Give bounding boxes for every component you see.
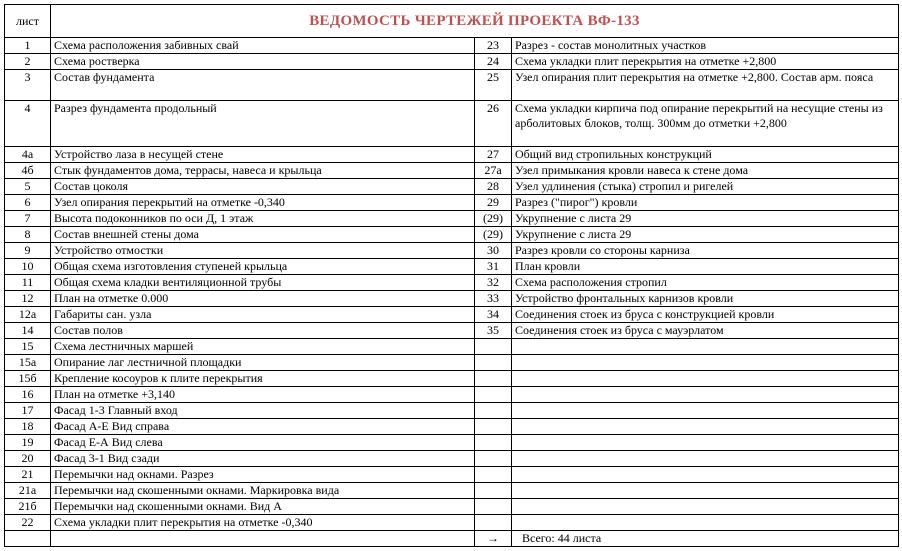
right-sheet-number	[475, 451, 512, 467]
table-row	[5, 54, 899, 70]
left-sheet-number: 16	[5, 387, 51, 403]
right-sheet-title: Соединения стоек из бруса с конструкцией кровли	[512, 307, 899, 323]
right-sheet-number	[475, 387, 512, 403]
right-sheet-title: Узел примыкания кровли навеса к стене дома	[512, 163, 899, 179]
right-sheet-title: Схема укладки плит перекрытия на отметке +2,800	[512, 54, 899, 70]
table-row	[5, 451, 899, 467]
right-sheet-title	[512, 371, 899, 387]
table-row	[5, 499, 899, 515]
right-sheet-number	[475, 467, 512, 483]
right-sheet-title	[512, 451, 899, 467]
left-sheet-number: 19	[5, 435, 51, 451]
left-sheet-title: Схема лестничных маршей	[51, 339, 475, 355]
left-sheet-title: Состав внешней стены дома	[51, 227, 475, 243]
right-sheet-number: 33	[475, 291, 512, 307]
right-sheet-number	[475, 355, 512, 371]
right-sheet-number: 31	[475, 259, 512, 275]
left-sheet-title: Перемычки над окнами. Разрез	[51, 467, 475, 483]
table-row	[5, 195, 899, 211]
left-sheet-number: 4б	[5, 163, 51, 179]
left-sheet-number: 22	[5, 515, 51, 531]
left-sheet-title: Схема укладки плит перекрытия на отметке -0,340	[51, 515, 475, 531]
left-sheet-title: Состав цоколя	[51, 179, 475, 195]
left-sheet-title: Перемычки над скошенными окнами. Вид А	[51, 499, 475, 515]
table-row	[5, 307, 899, 323]
left-sheet-title: Габариты сан. узла	[51, 307, 475, 323]
left-sheet-number: 3	[5, 70, 51, 101]
right-sheet-title	[512, 435, 899, 451]
right-sheet-title: Укрупнение с листа 29	[512, 227, 899, 243]
left-sheet-title: Состав полов	[51, 323, 475, 339]
left-sheet-title: Фасад Е-А Вид слева	[51, 435, 475, 451]
right-sheet-number	[475, 403, 512, 419]
left-sheet-number: 7	[5, 211, 51, 227]
left-sheet-number: 15а	[5, 355, 51, 371]
table-row	[5, 483, 899, 499]
left-sheet-number: 14	[5, 323, 51, 339]
table-row	[5, 163, 899, 179]
right-sheet-title: Разрез ("пирог") кровли	[512, 195, 899, 211]
table-row	[5, 339, 899, 355]
right-sheet-title	[512, 515, 899, 531]
left-sheet-number: 6	[5, 195, 51, 211]
left-sheet-number: 4а	[5, 147, 51, 163]
page-title: ВЕДОМОСТЬ ЧЕРТЕЖЕЙ ПРОЕКТА ВФ-133	[51, 5, 899, 38]
right-sheet-title: Укрупнение с листа 29	[512, 211, 899, 227]
right-sheet-number: 25	[475, 70, 512, 101]
left-sheet-title: Схема расположения забивных свай	[51, 38, 475, 54]
drawings-list-table	[4, 4, 899, 547]
table-row	[5, 403, 899, 419]
right-sheet-number: 32	[475, 275, 512, 291]
left-sheet-number: 1	[5, 38, 51, 54]
right-sheet-number: 34	[475, 307, 512, 323]
right-sheet-number: 23	[475, 38, 512, 54]
right-sheet-title	[512, 419, 899, 435]
left-sheet-number: 15б	[5, 371, 51, 387]
arrow-icon: →	[475, 531, 512, 547]
left-sheet-title: План на отметке 0.000	[51, 291, 475, 307]
left-sheet-title: Фасад 3-1 Вид сзади	[51, 451, 475, 467]
left-sheet-number: 15	[5, 339, 51, 355]
right-sheet-number: 29	[475, 195, 512, 211]
right-sheet-title: Устройство фронтальных карнизов кровли	[512, 291, 899, 307]
table-row	[5, 38, 899, 54]
right-sheet-number	[475, 371, 512, 387]
left-sheet-number: 9	[5, 243, 51, 259]
header-row	[5, 5, 899, 38]
right-sheet-number: 30	[475, 243, 512, 259]
left-sheet-number: 2	[5, 54, 51, 70]
table-row	[5, 101, 899, 147]
right-sheet-number: 27	[475, 147, 512, 163]
right-sheet-number: 24	[475, 54, 512, 70]
left-sheet-number: 12а	[5, 307, 51, 323]
table-row	[5, 275, 899, 291]
left-sheet-number: 4	[5, 101, 51, 147]
table-row	[5, 211, 899, 227]
right-sheet-number	[475, 419, 512, 435]
table-row	[5, 259, 899, 275]
left-sheet-title: Схема ростверка	[51, 54, 475, 70]
right-sheet-number	[475, 435, 512, 451]
left-sheet-title: Узел опирания перекрытий на отметке -0,340	[51, 195, 475, 211]
left-sheet-number: 21	[5, 467, 51, 483]
left-sheet-number: 20	[5, 451, 51, 467]
sheet-column-header: лист	[5, 5, 51, 38]
table-row	[5, 291, 899, 307]
right-sheet-number: 27а	[475, 163, 512, 179]
right-sheet-number	[475, 515, 512, 531]
right-sheet-number: 35	[475, 323, 512, 339]
table-row	[5, 147, 899, 163]
total-sheets-label: Всего: 44 листа	[512, 531, 899, 547]
right-sheet-number	[475, 483, 512, 499]
right-sheet-number	[475, 339, 512, 355]
right-sheet-title: Разрез кровли со стороны карниза	[512, 243, 899, 259]
left-sheet-number: 17	[5, 403, 51, 419]
table-row	[5, 355, 899, 371]
right-sheet-title	[512, 467, 899, 483]
right-sheet-title: Узел удлинения (стыка) стропил и ригелей	[512, 179, 899, 195]
table-row	[5, 323, 899, 339]
table-row	[5, 371, 899, 387]
table-row	[5, 515, 899, 531]
table-row	[5, 387, 899, 403]
left-sheet-title: Состав фундамента	[51, 70, 475, 101]
table-row	[5, 435, 899, 451]
left-sheet-title: Фасад 1-3 Главный вход	[51, 403, 475, 419]
right-sheet-title: Схема укладки кирпича под опирание перекрытий на несущие стены из арболитовых блоков, толщ. 300мм до отметки +2,800	[512, 101, 899, 147]
left-sheet-number: 5	[5, 179, 51, 195]
right-sheet-title: Узел опирания плит перекрытия на отметке +2,800. Состав арм. пояса	[512, 70, 899, 101]
right-sheet-title: Соединения стоек из бруса с мауэрлатом	[512, 323, 899, 339]
table-row	[5, 179, 899, 195]
table-row	[5, 243, 899, 259]
right-sheet-number: (29)	[475, 227, 512, 243]
left-sheet-number: 21б	[5, 499, 51, 515]
left-sheet-title: Разрез фундамента продольный	[51, 101, 475, 147]
right-sheet-number: 28	[475, 179, 512, 195]
table-row	[5, 419, 899, 435]
right-sheet-title	[512, 387, 899, 403]
left-sheet-title: Перемычки над скошенными окнами. Маркировка вида	[51, 483, 475, 499]
right-sheet-number: (29)	[475, 211, 512, 227]
left-sheet-number: 8	[5, 227, 51, 243]
left-sheet-title: Крепление косоуров к плите перекрытия	[51, 371, 475, 387]
table-row	[5, 227, 899, 243]
right-sheet-title: Разрез - состав монолитных участков	[512, 38, 899, 54]
left-sheet-title: Устройство отмостки	[51, 243, 475, 259]
left-sheet-number: 10	[5, 259, 51, 275]
right-sheet-title	[512, 339, 899, 355]
right-sheet-title	[512, 403, 899, 419]
left-sheet-number: 11	[5, 275, 51, 291]
right-sheet-title	[512, 355, 899, 371]
table-row	[5, 467, 899, 483]
right-sheet-number	[475, 499, 512, 515]
footer-row	[5, 531, 899, 547]
left-sheet-title: Фасад А-Е Вид справа	[51, 419, 475, 435]
right-sheet-number: 26	[475, 101, 512, 147]
left-sheet-title: План на отметке +3,140	[51, 387, 475, 403]
right-sheet-title	[512, 483, 899, 499]
right-sheet-title	[512, 499, 899, 515]
footer-empty-cell	[5, 531, 51, 547]
left-sheet-title: Общая схема кладки вентиляционной трубы	[51, 275, 475, 291]
left-sheet-title: Высота подоконников по оси Д, 1 этаж	[51, 211, 475, 227]
left-sheet-number: 21а	[5, 483, 51, 499]
left-sheet-title: Стык фундаментов дома, террасы, навеса и крыльца	[51, 163, 475, 179]
left-sheet-number: 18	[5, 419, 51, 435]
footer-empty-cell	[51, 531, 475, 547]
right-sheet-title: План кровли	[512, 259, 899, 275]
left-sheet-title: Устройство лаза в несущей стене	[51, 147, 475, 163]
table-row	[5, 70, 899, 101]
left-sheet-title: Общая схема изготовления ступеней крыльца	[51, 259, 475, 275]
right-sheet-title: Общий вид стропильных конструкций	[512, 147, 899, 163]
left-sheet-title: Опирание лаг лестничной площадки	[51, 355, 475, 371]
right-sheet-title: Схема расположения стропил	[512, 275, 899, 291]
left-sheet-number: 12	[5, 291, 51, 307]
